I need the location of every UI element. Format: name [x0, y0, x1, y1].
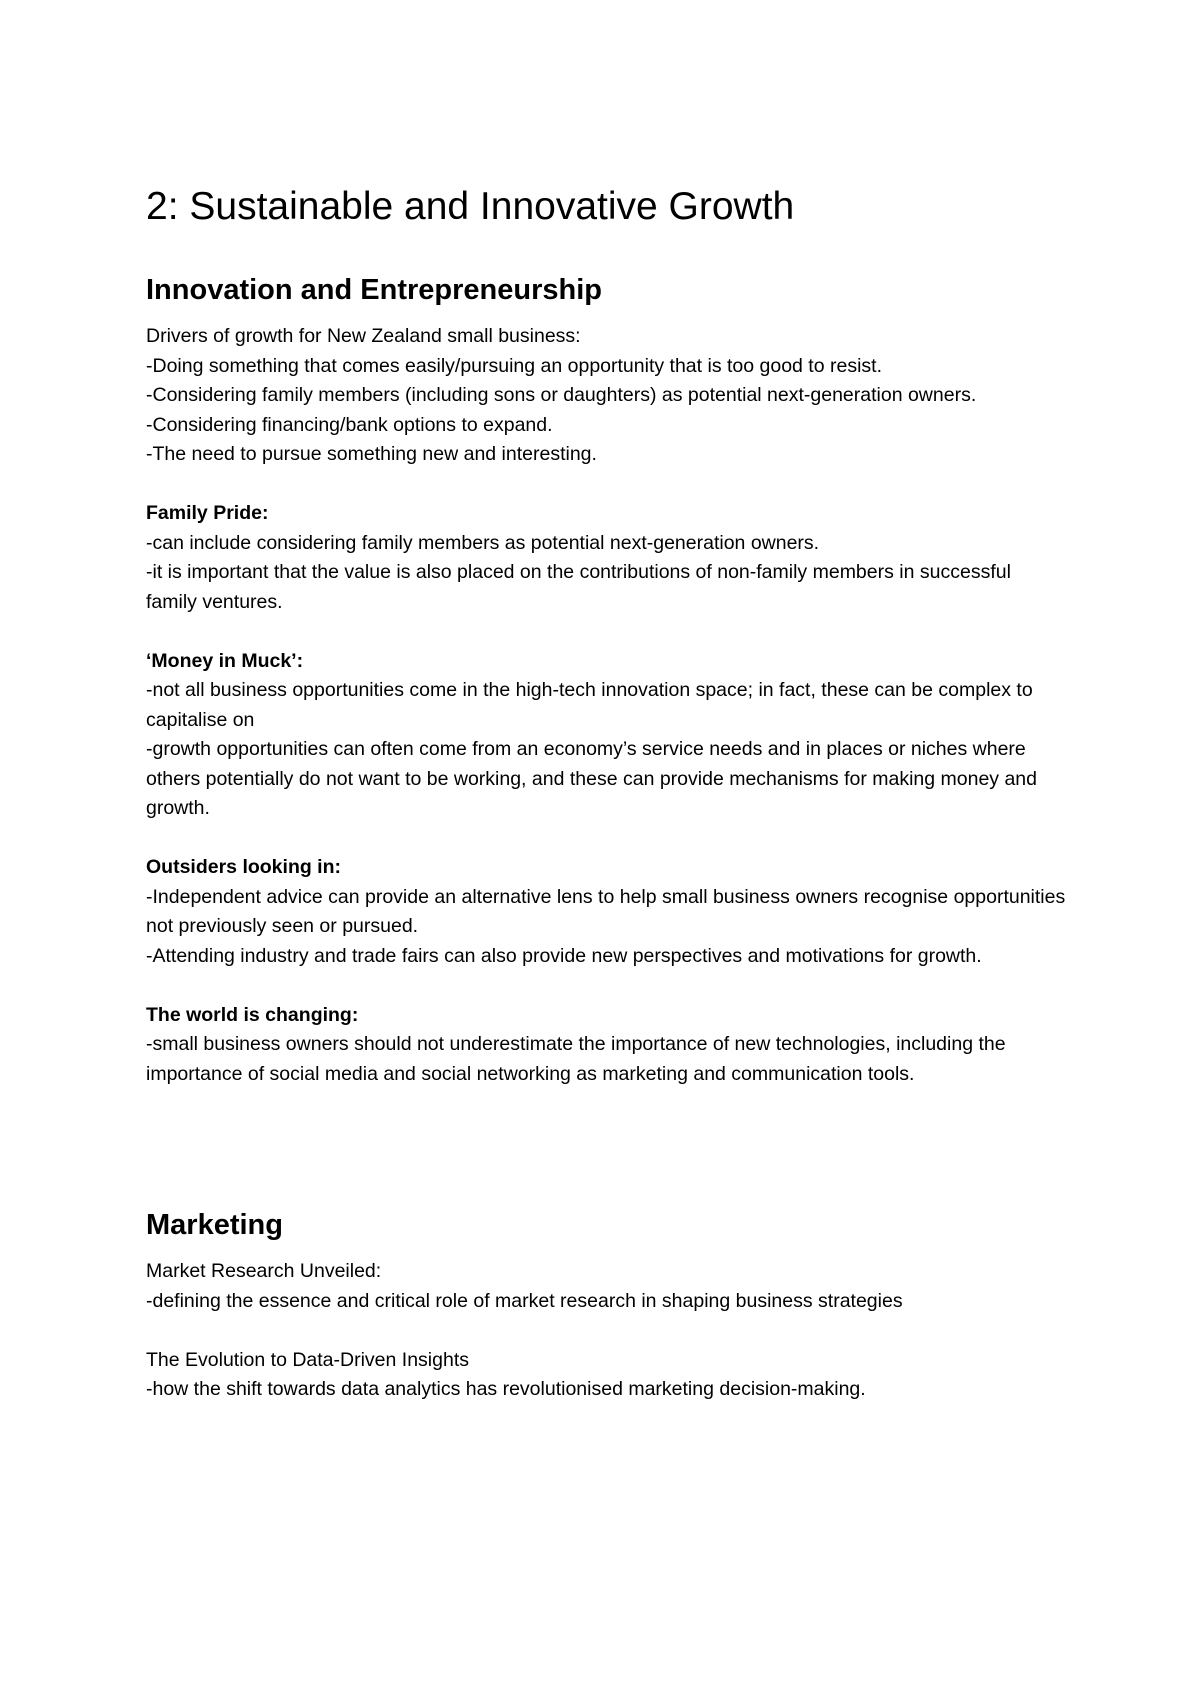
market-research-paragraph	[146, 1257, 1066, 1316]
market-research-label: Market Research Unveiled:	[146, 1260, 382, 1282]
money-in-muck-paragraph	[146, 647, 1066, 824]
family-pride-paragraph	[146, 499, 1066, 617]
driver-item: -Doing something that comes easily/pursuing an opportunity that is too good to resist.	[146, 354, 882, 377]
drivers-paragraph	[146, 322, 1066, 470]
family-pride-heading: Family Pride:	[146, 502, 269, 524]
evolution-label: The Evolution to Data-Driven Insights	[146, 1348, 469, 1371]
money-in-muck-point: -growth opportunities can often come from an economy’s service needs and in places or niches where others potentially do not want to be working, and these can provide mechanisms for making money and growth.	[146, 738, 1038, 819]
world-changing-point: -small business owners should not underestimate the importance of new technologies, including the importance of social media and social networking as marketing and communication tools.	[146, 1033, 1006, 1085]
section-heading-marketing: Marketing	[146, 1209, 283, 1241]
family-pride-point: -it is important that the value is also placed on the contributions of non-family members in successful family ventures.	[146, 561, 1011, 613]
money-in-muck-heading: ‘Money in Muck’:	[146, 649, 304, 672]
outsiders-point: -Attending industry and trade fairs can also provide new perspectives and motivations for growth.	[146, 944, 982, 967]
world-changing-heading: The world is changing:	[146, 1003, 359, 1026]
document-content	[146, 180, 1066, 1405]
outsiders-point: -Independent advice can provide an alternative lens to help small business owners recognise opportunities not previously seen or pursued.	[146, 885, 1066, 937]
evolution-paragraph	[146, 1346, 1066, 1405]
section-heading-innovation: Innovation and Entrepreneurship	[146, 274, 602, 306]
driver-item: -The need to pursue something new and interesting.	[146, 443, 597, 465]
evolution-point: -how the shift towards data analytics has revolutionised marketing decision-making.	[146, 1378, 866, 1400]
drivers-intro: Drivers of growth for New Zealand small business:	[146, 325, 581, 347]
outsiders-paragraph	[146, 853, 1066, 971]
family-pride-point: -can include considering family members as potential next-generation owners.	[146, 531, 820, 554]
driver-item: -Considering family members (including sons or daughters) as potential next-generation owners.	[146, 384, 977, 406]
market-research-point: -defining the essence and critical role of market research in shaping business strategies	[146, 1289, 903, 1312]
world-changing-paragraph	[146, 1001, 1066, 1090]
driver-item: -Considering financing/bank options to expand.	[146, 413, 553, 436]
outsiders-heading: Outsiders looking in:	[146, 856, 342, 878]
document-title: 2: Sustainable and Innovative Growth	[146, 185, 795, 228]
money-in-muck-point: -not all business opportunities come in the high-tech innovation space; in fact, these can be complex to capitalise on	[146, 679, 1033, 731]
